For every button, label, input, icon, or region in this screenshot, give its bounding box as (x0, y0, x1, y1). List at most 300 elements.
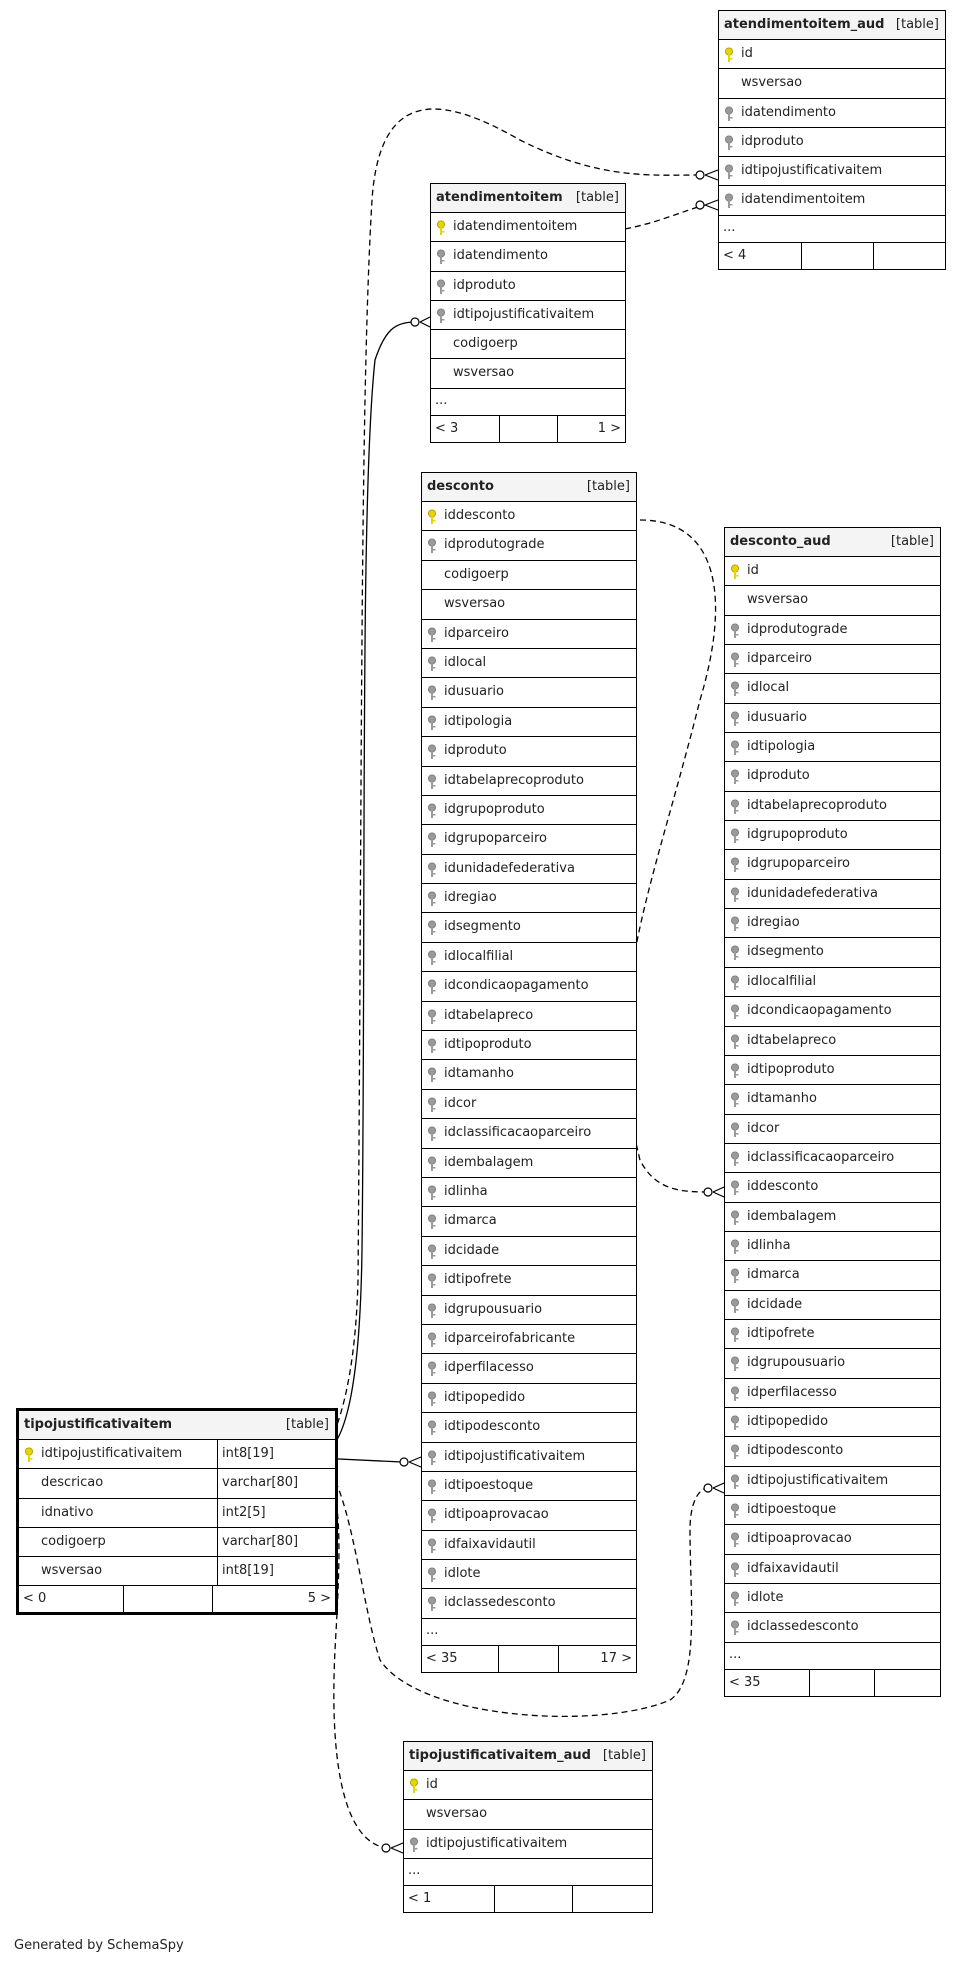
more-columns-row[interactable] (404, 1859, 652, 1886)
column-name: idtabelaprecoproduto (747, 797, 887, 813)
foreign-key-icon (408, 1837, 422, 1853)
column-name: idtipopedido (444, 1389, 526, 1405)
column-row[interactable] (725, 938, 940, 967)
column-row[interactable] (725, 1525, 940, 1554)
column-row[interactable] (422, 708, 636, 737)
row-count-cell (124, 1586, 213, 1612)
foreign-key-icon (426, 627, 440, 643)
foreign-key-icon (723, 164, 737, 180)
primary-key-icon (435, 220, 449, 236)
fk-marker-circle (696, 201, 704, 209)
foreign-key-icon (729, 1151, 743, 1167)
column-name: idtamanho (444, 1066, 514, 1082)
column-name: idlinha (444, 1183, 488, 1199)
column-name: idtipodesconto (747, 1443, 844, 1459)
column-name: idtamanho (747, 1091, 817, 1107)
foreign-key-icon (426, 1214, 440, 1230)
table-atendimentoitem[interactable] (430, 183, 626, 443)
column-row[interactable] (422, 796, 636, 825)
foreign-key-icon (729, 1122, 743, 1138)
parent-count[interactable]: < 35 (426, 1650, 458, 1666)
table-name[interactable]: desconto (427, 479, 494, 494)
foreign-key-icon (729, 1503, 743, 1519)
fk-crowfoot (713, 1483, 724, 1493)
column-row[interactable] (422, 1002, 636, 1031)
column-row[interactable] (725, 1320, 940, 1349)
more-columns-row[interactable] (431, 389, 625, 416)
column-row[interactable] (19, 1440, 335, 1469)
column-row[interactable] (719, 69, 945, 98)
table-name[interactable]: tipojustificativaitem_aud (409, 1748, 591, 1763)
foreign-key-icon (426, 803, 440, 819)
foreign-key-icon (729, 1562, 743, 1578)
column-row[interactable] (422, 1560, 636, 1589)
table-header (19, 1411, 335, 1440)
column-name: idtipologia (747, 739, 816, 755)
foreign-key-icon (729, 1268, 743, 1284)
column-row[interactable] (422, 943, 636, 972)
fk-crowfoot (420, 317, 430, 327)
column-row[interactable] (422, 1031, 636, 1060)
table-name[interactable]: desconto_aud (730, 534, 831, 549)
foreign-key-icon (729, 1034, 743, 1050)
foreign-key-icon (729, 1327, 743, 1343)
column-name: idusuario (444, 684, 504, 700)
column-row[interactable] (431, 330, 625, 359)
parent-count[interactable]: < 0 (23, 1591, 47, 1607)
foreign-key-icon (426, 1156, 440, 1172)
column-row[interactable] (725, 586, 940, 615)
column-name: idtipofrete (747, 1325, 815, 1341)
row-count-cell (499, 1646, 558, 1672)
foreign-key-icon (426, 891, 440, 907)
row-count-cell (802, 243, 873, 269)
fk-crowfoot (705, 200, 718, 210)
foreign-key-icon (426, 1097, 440, 1113)
column-row[interactable] (422, 1443, 636, 1472)
column-name: idfaixavidautil (747, 1560, 839, 1576)
column-row[interactable] (719, 186, 945, 215)
column-row[interactable] (422, 1207, 636, 1236)
column-row[interactable] (725, 1203, 940, 1232)
table-header (422, 473, 636, 502)
column-name: idsegmento (747, 944, 824, 960)
foreign-key-icon (729, 1474, 743, 1490)
column-row[interactable] (422, 1149, 636, 1178)
column-name: idproduto (453, 277, 516, 293)
column-name: idatendimento (741, 104, 836, 120)
column-name: wsversao (426, 1806, 488, 1822)
column-name: idnativo (41, 1504, 94, 1520)
column-row[interactable] (422, 1531, 636, 1560)
column-name: idproduto (741, 133, 804, 149)
column-name: idcondicaopagamento (747, 1003, 892, 1019)
foreign-key-icon (426, 1185, 440, 1201)
column-name: idtipojustificativaitem (741, 163, 883, 179)
table-name[interactable]: atendimentoitem_aud (724, 17, 885, 32)
foreign-key-icon (729, 916, 743, 932)
table-kind-label: [table] (586, 479, 630, 494)
column-name: iddesconto (444, 508, 516, 523)
column-row[interactable] (719, 157, 945, 186)
column-name: idgrupoproduto (444, 801, 545, 817)
column-row[interactable] (422, 649, 636, 678)
column-name: idparceirofabricante (444, 1330, 576, 1346)
column-row[interactable] (422, 678, 636, 707)
column-name: idmarca (444, 1213, 497, 1229)
column-name: idgrupoparceiro (747, 856, 850, 872)
column-row[interactable] (725, 557, 940, 586)
table-desconto-aud[interactable] (724, 527, 941, 1697)
column-name: idperfilacesso (747, 1384, 837, 1400)
column-name: idunidadefederativa (747, 885, 878, 901)
foreign-key-icon (426, 1332, 440, 1348)
foreign-key-icon (723, 193, 737, 209)
foreign-key-icon (426, 1508, 440, 1524)
foreign-key-icon (435, 249, 449, 265)
table-header (431, 184, 625, 213)
child-count-cell (875, 1670, 940, 1696)
foreign-key-icon (729, 1092, 743, 1108)
table-footer (719, 243, 945, 269)
column-row[interactable] (422, 737, 636, 766)
row-count-cell (810, 1670, 874, 1696)
column-name: idlocalfilial (444, 948, 514, 964)
more-columns-row[interactable] (725, 1643, 940, 1670)
foreign-key-icon (435, 308, 449, 324)
column-type: varchar[80] (217, 1469, 335, 1497)
foreign-key-icon (729, 975, 743, 991)
column-name: idtipoproduto (747, 1061, 835, 1077)
column-row[interactable] (422, 1354, 636, 1383)
child-count-cell (213, 1586, 335, 1612)
foreign-key-icon (729, 681, 743, 697)
column-row[interactable] (725, 792, 940, 821)
column-row[interactable] (725, 762, 940, 791)
foreign-key-icon (426, 774, 440, 790)
column-name: idtipojustificativaitem (747, 1472, 889, 1488)
table-tipojustificativaitem[interactable] (16, 1408, 338, 1615)
column-row[interactable] (422, 1472, 636, 1501)
column-row[interactable] (422, 1178, 636, 1207)
column-name: idproduto (444, 743, 507, 759)
column-row[interactable] (431, 301, 625, 330)
more-columns-row[interactable] (719, 216, 945, 243)
fk-marker-circle (704, 1188, 712, 1196)
column-row[interactable] (404, 1800, 652, 1829)
column-row[interactable] (422, 561, 636, 590)
table-kind-label: [table] (895, 17, 939, 32)
more-columns-label: ... (435, 392, 448, 408)
fk-marker-circle (696, 171, 704, 179)
foreign-key-icon (729, 1591, 743, 1607)
column-row[interactable] (725, 1144, 940, 1173)
column-row[interactable] (422, 1090, 636, 1119)
foreign-key-icon (426, 950, 440, 966)
column-row[interactable] (422, 767, 636, 796)
generated-by-credit: Generated by SchemaSpy (14, 1938, 184, 1953)
column-row[interactable] (422, 884, 636, 913)
column-name: idperfilacesso (444, 1360, 534, 1376)
column-name: idclassificacaoparceiro (444, 1125, 592, 1141)
parent-count-cell (719, 243, 802, 269)
column-row[interactable] (422, 1589, 636, 1618)
fk-marker-circle (704, 1484, 712, 1492)
table-name[interactable]: tipojustificativaitem (24, 1417, 173, 1432)
column-row[interactable] (422, 972, 636, 1001)
column-row[interactable] (422, 1060, 636, 1089)
column-type: varchar[80] (217, 1528, 335, 1556)
column-row[interactable] (719, 99, 945, 128)
column-name: idprodutograde (747, 621, 848, 637)
column-type: int2[5] (217, 1499, 335, 1527)
more-columns-row[interactable] (422, 1619, 636, 1646)
column-row[interactable] (404, 1830, 652, 1859)
parent-count-cell (422, 1646, 499, 1672)
table-name[interactable]: atendimentoitem (436, 190, 563, 205)
table-desconto[interactable] (421, 472, 637, 1673)
column-name: wsversao (747, 592, 809, 608)
column-row[interactable] (422, 531, 636, 560)
child-count-cell (558, 416, 625, 442)
column-name: idprodutograde (444, 537, 545, 553)
column-row[interactable] (422, 1325, 636, 1354)
foreign-key-icon (729, 1415, 743, 1431)
column-row[interactable] (422, 1237, 636, 1266)
table-tipojustificativaitem-aud[interactable] (403, 1741, 653, 1913)
column-row[interactable] (725, 1085, 940, 1114)
foreign-key-icon (426, 1067, 440, 1083)
foreign-key-icon (729, 740, 743, 756)
foreign-key-icon (426, 685, 440, 701)
column-row[interactable] (725, 733, 940, 762)
column-row[interactable] (725, 1408, 940, 1437)
column-row[interactable] (725, 1555, 940, 1584)
foreign-key-icon (426, 1450, 440, 1466)
more-columns-label: ... (408, 1862, 421, 1878)
column-name: idtipojustificativaitem (426, 1835, 568, 1851)
foreign-key-icon (426, 862, 440, 878)
column-name: idgrupousuario (444, 1301, 543, 1317)
column-row[interactable] (19, 1528, 335, 1557)
foreign-key-icon (426, 1479, 440, 1495)
parent-count[interactable]: < 4 (723, 247, 747, 263)
column-row[interactable] (725, 1056, 940, 1085)
column-name: idatendimentoitem (453, 219, 578, 234)
table-footer (19, 1586, 335, 1612)
parent-count-cell (431, 416, 500, 442)
column-row[interactable] (431, 359, 625, 388)
fk-marker-circle (411, 318, 419, 326)
fk-line-atendimentoitem-tipojustificativaitem (318, 322, 415, 1458)
column-row[interactable] (719, 40, 945, 69)
column-name: descricao (41, 1475, 104, 1491)
column-row[interactable] (422, 1384, 636, 1413)
column-row[interactable] (725, 1291, 940, 1320)
column-name: idtipojustificativaitem (453, 306, 595, 322)
column-name: idtipofrete (444, 1272, 512, 1288)
foreign-key-icon (426, 656, 440, 672)
column-row[interactable] (725, 997, 940, 1026)
column-name: idtabelaprecoproduto (444, 772, 584, 788)
table-footer (431, 416, 625, 442)
primary-key-icon (723, 47, 737, 63)
foreign-key-icon (426, 1009, 440, 1025)
column-row[interactable] (422, 913, 636, 942)
foreign-key-icon (426, 1420, 440, 1436)
column-row[interactable] (422, 1501, 636, 1530)
column-name: idatendimento (453, 248, 548, 264)
column-row[interactable] (422, 1413, 636, 1442)
parent-count[interactable]: < 1 (408, 1890, 432, 1906)
column-row[interactable] (725, 616, 940, 645)
more-columns-label: ... (426, 1622, 439, 1638)
column-name: idtipoproduto (444, 1037, 532, 1053)
column-row[interactable] (422, 1296, 636, 1325)
foreign-key-icon (729, 1356, 743, 1372)
column-row[interactable] (422, 590, 636, 619)
parent-count[interactable]: < 3 (435, 420, 459, 436)
table-header (404, 1742, 652, 1771)
column-name: idcor (444, 1095, 477, 1111)
column-name: idtipoaprovacao (747, 1531, 852, 1547)
foreign-key-icon (426, 1391, 440, 1407)
column-name: idclassificacaoparceiro (747, 1149, 895, 1165)
column-row[interactable] (725, 1467, 940, 1496)
foreign-key-icon (729, 623, 743, 639)
fk-crowfoot (705, 170, 718, 180)
column-row[interactable] (431, 213, 625, 242)
foreign-key-icon (723, 106, 737, 122)
fk-marker-circle (400, 1458, 408, 1466)
foreign-key-icon (435, 279, 449, 295)
column-row[interactable] (725, 1496, 940, 1525)
table-kind-label: [table] (575, 190, 619, 205)
row-count-cell (495, 1886, 572, 1912)
column-row[interactable] (19, 1557, 335, 1586)
column-name: idsegmento (444, 919, 521, 935)
foreign-key-icon (426, 1567, 440, 1583)
foreign-key-icon (729, 828, 743, 844)
more-columns-label: ... (729, 1646, 742, 1662)
fk-marker-circle (382, 1844, 390, 1852)
column-row[interactable] (725, 1437, 940, 1466)
child-count[interactable]: 17 > (600, 1650, 632, 1666)
column-name: codigoerp (453, 336, 518, 352)
column-name: idtabelapreco (444, 1007, 534, 1023)
foreign-key-icon (729, 799, 743, 815)
column-row[interactable] (725, 968, 940, 997)
foreign-key-icon (426, 1038, 440, 1054)
column-name: idembalagem (444, 1154, 534, 1170)
parent-count-cell (19, 1586, 124, 1612)
column-row[interactable] (725, 674, 940, 703)
parent-count[interactable]: < 35 (729, 1674, 761, 1690)
column-row[interactable] (19, 1499, 335, 1528)
column-row[interactable] (431, 272, 625, 301)
foreign-key-icon (426, 1244, 440, 1260)
column-name: idcidade (747, 1296, 803, 1312)
column-row[interactable] (725, 1232, 940, 1261)
table-footer (725, 1670, 940, 1696)
child-count[interactable]: 1 > (597, 420, 621, 436)
column-name: idusuario (747, 709, 807, 725)
column-name: wsversao (741, 75, 803, 91)
table-footer (422, 1646, 636, 1672)
column-name: idtipopedido (747, 1413, 829, 1429)
column-row[interactable] (725, 704, 940, 733)
column-name: id (426, 1777, 438, 1792)
primary-key-icon (23, 1447, 37, 1463)
column-name: idembalagem (747, 1208, 837, 1224)
column-row[interactable] (725, 1261, 940, 1290)
column-name: idfaixavidautil (444, 1536, 536, 1552)
foreign-key-icon (426, 1538, 440, 1554)
table-atendimentoitem-aud[interactable] (718, 10, 946, 270)
foreign-key-icon (729, 945, 743, 961)
column-name: idgrupousuario (747, 1355, 846, 1371)
column-name: idunidadefederativa (444, 860, 575, 876)
fk-crowfoot (391, 1843, 403, 1853)
column-name: idgrupoproduto (747, 827, 848, 843)
column-row[interactable] (422, 1266, 636, 1295)
column-row[interactable] (422, 620, 636, 649)
child-count-cell (559, 1646, 636, 1672)
column-row[interactable] (725, 1349, 940, 1378)
column-row[interactable] (422, 855, 636, 884)
child-count[interactable]: 5 > (307, 1591, 331, 1607)
foreign-key-icon (729, 857, 743, 873)
foreign-key-icon (729, 1239, 743, 1255)
column-row[interactable] (725, 850, 940, 879)
column-name: idtipojustificativaitem (41, 1446, 183, 1461)
foreign-key-icon (729, 1004, 743, 1020)
column-name: idlote (747, 1590, 784, 1606)
column-name: idlocalfilial (747, 973, 817, 989)
column-name: idcondicaopagamento (444, 978, 589, 994)
column-name: id (747, 563, 759, 578)
child-count-cell (573, 1886, 652, 1912)
column-row[interactable] (431, 242, 625, 271)
row-count-cell (500, 416, 557, 442)
foreign-key-icon (729, 1620, 743, 1636)
column-row[interactable] (725, 909, 940, 938)
column-row[interactable] (725, 1379, 940, 1408)
foreign-key-icon (729, 1532, 743, 1548)
column-row[interactable] (725, 1584, 940, 1613)
column-row[interactable] (422, 502, 636, 531)
column-row[interactable] (725, 645, 940, 674)
column-name: idlocal (444, 654, 487, 670)
column-row[interactable] (725, 1173, 940, 1202)
foreign-key-icon (426, 920, 440, 936)
column-row[interactable] (719, 128, 945, 157)
column-row[interactable] (404, 1771, 652, 1800)
column-row[interactable] (19, 1469, 335, 1498)
column-name: id (741, 46, 753, 61)
more-columns-label: ... (723, 219, 736, 235)
column-row[interactable] (422, 1119, 636, 1148)
column-name: idgrupoparceiro (444, 831, 547, 847)
column-name: idlinha (747, 1237, 791, 1253)
column-row[interactable] (725, 880, 940, 909)
column-row[interactable] (725, 821, 940, 850)
column-row[interactable] (725, 1613, 940, 1642)
column-row[interactable] (725, 1027, 940, 1056)
foreign-key-icon (729, 1444, 743, 1460)
column-row[interactable] (422, 825, 636, 854)
column-row[interactable] (725, 1115, 940, 1144)
